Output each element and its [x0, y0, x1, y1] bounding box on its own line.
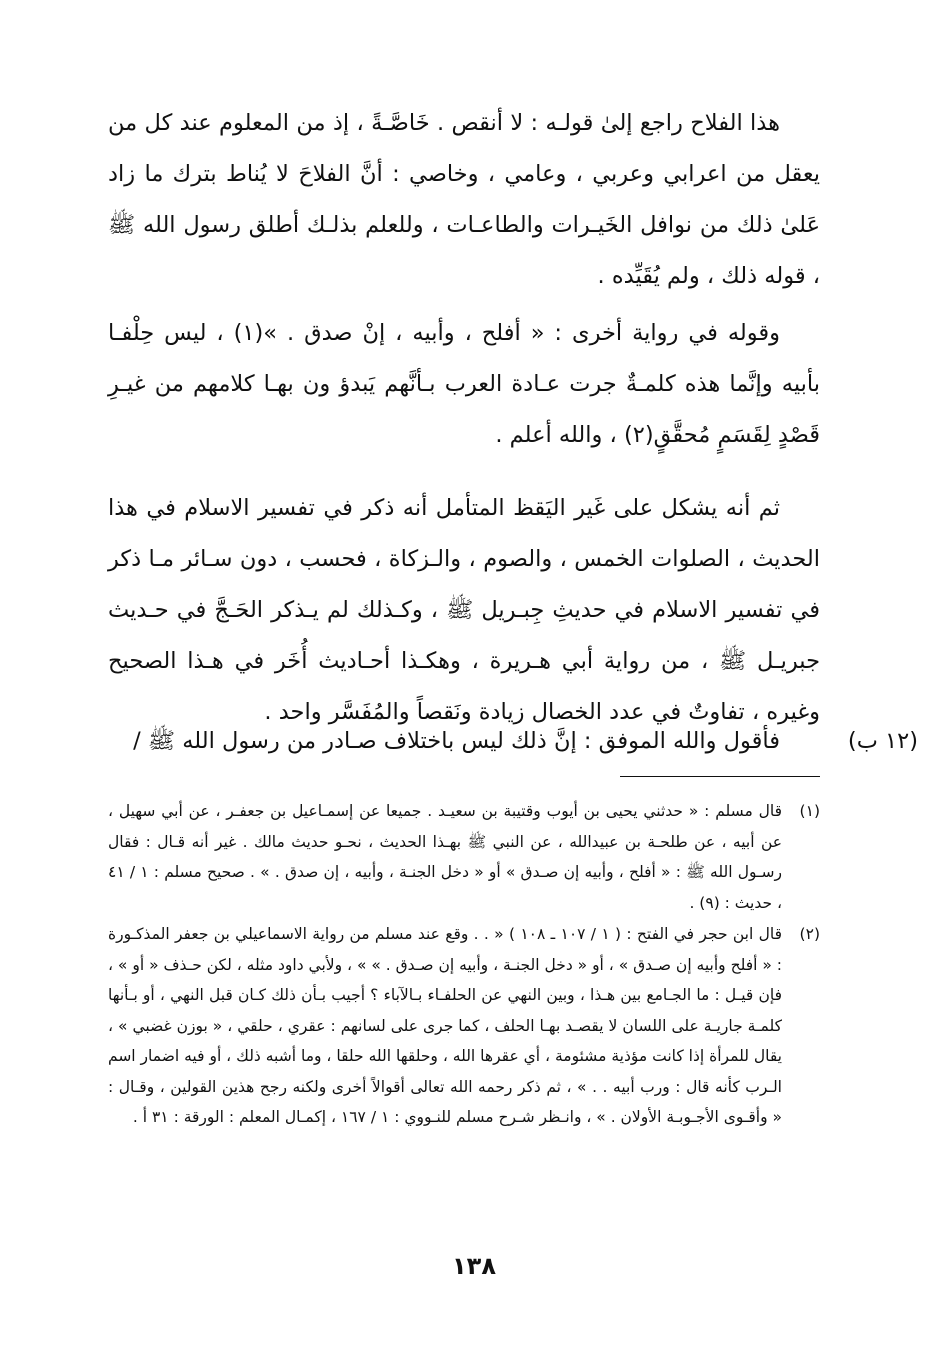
- manuscript-folio-note: (١٢ ب): [847, 728, 918, 754]
- footnote-number: (٢): [799, 925, 820, 943]
- paragraph: ثم أنه يشكل على غَير اليَقظ المتأمل أنه ذكر في تفسير الاسلام في هذا الحديث ، الصلوات الخمس ، والصوم ، والـزكاة ، فحسب ، دون سـائر مـا ذكر في تفسير الاسلام في حديثِ جِبـريل ﷺ ، وكـذلك لم يـذكر الحَـجَّ في حـديث جبريـل ﷺ ، من رواية أبي هـريرة ، وهكـذا أحـاديث أُخَر في هـذا الصحيح وغيره ، تفاوتٌ في عدد الخصال زيادة ونَقصاً والمُفَسَّر واحد .: [108, 495, 820, 725]
- paragraph: هذا الفلاح راجع إلىٰ قولـه : لا أنقص . خَاصَّـةً ، إذ من المعلوم عند كل من يعقل من اعرابي وعربي ، وعامي ، وخاصي : أنَّ الفلاحَ لا يُناط بترك ما زاد عَلىٰ ذلك من نوافل الخَيـرات والطاعـات ، وللعلم بذلـك أطلق رسول الله ﷺ ، قوله ذلك ، ولم يُقَيِّده .: [108, 110, 820, 289]
- footnote-number: (١): [799, 802, 820, 820]
- paragraph: وقوله في رواية أخرى : « أفلح ، وأبيه ، إنْ صدق . »(١) ، ليس حِلْفـا بأبيه وإنَّما هذه كلمـةٌ جرت عـادة العرب بـأنَّهم يَبدؤ ون بهـا كلامهم من غيـرِ قَصْدٍ لِقَسَمٍ مُحقَّقٍ(٢) ، والله أعلم .: [108, 320, 820, 448]
- footnote: [108, 796, 820, 918]
- footnote-separator: [620, 776, 820, 777]
- page-number: ١٣٨: [452, 1252, 496, 1280]
- footnote: [108, 919, 820, 1133]
- footnote-text: قال ابن حجر في الفتح : ( ١ / ١٠٧ ـ ١٠٨ ) « . . وقع عند مسلم من رواية الاسماعيلي بن جعفر المذكـورة : « أفلح وأبيه إن صـدق » ، أو « دخل الجنـة ، وأبيه إن صـدق . » » ، ولأبي داود مثله ، لكن حـذف « أو » ، فإن قيـل : ما الجـامع بين هـذا ، وبين النهي عن الحلفـاء بـالآباء ؟ أجيب بـأن ذلك كـان قبل النهي ، أو بـأنها كلمـة جاريـة على اللسان لا يقصـد بهـا الحلف ، كما جرى على لسانهم : عقري ، حلقي ، « بوزن غضبي » ، يقال للمرأة إذا كانت مؤذية مشئومة ، أي عقرها الله ، وحلقها الله حلقا ، وما أشبه ذلك ، أو فيه اضمار اسم الـرب كأنه قال : ورب أبيه . . » ، ثم ذكر رحمه الله تعالى أقوالاً أخرى ولكنه رجح هذين القولين ، وقـال : « وأقـوى الأجـوبـة الأولان . » ، وانـظر شـرح مسلم للنـووي : ١ / ١٦٧ ، إكمـال المعلم : الورقة : ٣١ أ .: [108, 925, 782, 1126]
- last-paragraph-block: [108, 716, 820, 767]
- paragraph: فأقول والله الموفق : إنَّ ذلك ليس باختلاف صـادر من رسول الله ﷺ /: [133, 728, 780, 754]
- footnote-text: قال مسلم : « حدثني يحيى بن أيوب وقتيبة بن سعيـد . جميعا عن إسمـاعيل بن جعفـر ، عن أبي سهيل ، عن أبيه ، عن طلحـة بن عبيدالله ، عن النبي ﷺ بهـذا الحديث ، نحـو حديث مالك . غير أنه قـال : فقال رسـول الله ﷺ : « أفلح ، وأبيه إن صـدق » أو « دخل الجنـة ، وأبيه ، إن صدق . » . صحيح مسلم : ١ / ٤١ ، حديث : (٩) .: [108, 802, 782, 912]
- footnotes: [108, 796, 820, 1134]
- main-text: [108, 98, 820, 738]
